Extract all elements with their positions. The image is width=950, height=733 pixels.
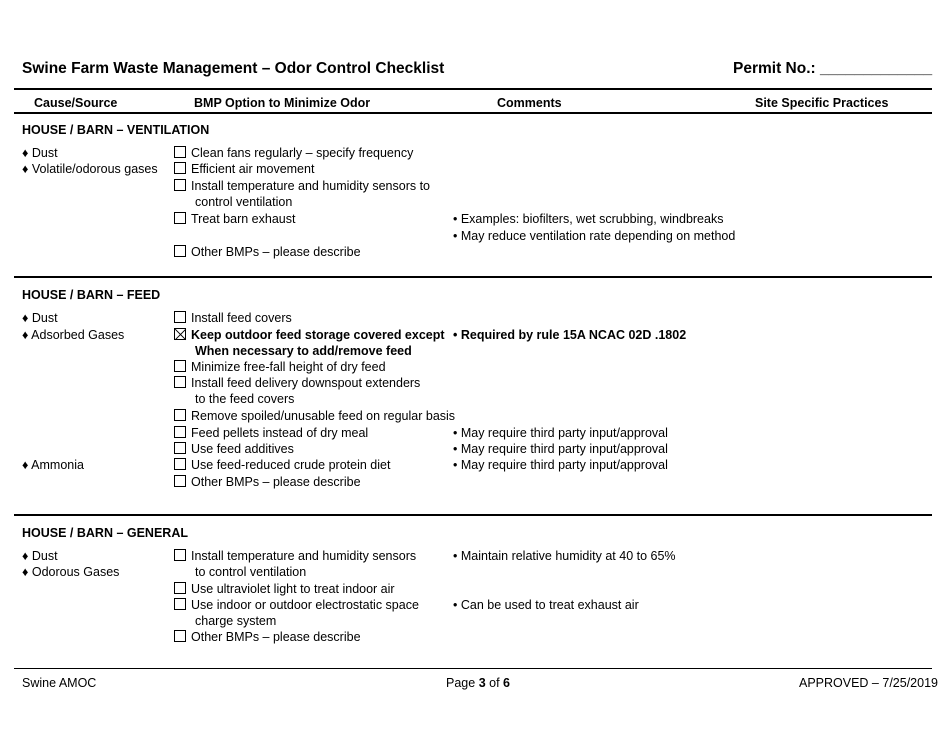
checkbox[interactable] bbox=[174, 179, 186, 191]
bmp-option-label: Keep outdoor feed storage covered except bbox=[191, 328, 445, 342]
bmp-option-label: Feed pellets instead of dry meal bbox=[191, 426, 369, 440]
checkbox[interactable] bbox=[174, 458, 186, 470]
section-title-feed: HOUSE / BARN – FEED bbox=[22, 288, 161, 302]
checkbox[interactable] bbox=[174, 475, 186, 487]
bmp-option[interactable] bbox=[174, 178, 430, 194]
checkbox[interactable] bbox=[174, 598, 186, 610]
comment: • May require third party input/approval bbox=[453, 458, 668, 472]
approval-date: APPROVED – 7/25/2019 bbox=[799, 676, 938, 690]
comment: • May require third party input/approval bbox=[453, 426, 668, 440]
bmp-option[interactable] bbox=[174, 375, 420, 391]
bmp-option-label: Other BMPs – please describe bbox=[191, 245, 361, 259]
bmp-option[interactable] bbox=[174, 244, 361, 260]
bmp-option[interactable] bbox=[174, 145, 413, 161]
bmp-option-continuation: control ventilation bbox=[195, 195, 293, 209]
bmp-option-label: Install temperature and humidity sensors to bbox=[191, 179, 431, 193]
page-number bbox=[446, 675, 510, 691]
bmp-option[interactable] bbox=[174, 629, 361, 645]
column-header-site-practices: Site Specific Practices bbox=[755, 96, 889, 110]
cause-item: ♦ Volatile/odorous gases bbox=[22, 162, 158, 176]
checkbox[interactable] bbox=[174, 360, 186, 372]
bmp-option-label: Use feed additives bbox=[191, 442, 294, 456]
bmp-option-label: Remove spoiled/unusable feed on regular basis bbox=[191, 409, 456, 423]
bmp-option-label: Use indoor or outdoor electrostatic space bbox=[191, 598, 419, 612]
page-total: 6 bbox=[503, 676, 510, 690]
column-header-bmp: BMP Option to Minimize Odor bbox=[194, 96, 371, 110]
comment: • May reduce ventilation rate depending on method bbox=[453, 229, 736, 243]
comment: • May require third party input/approval bbox=[453, 442, 668, 456]
footer-rule bbox=[14, 668, 932, 669]
bmp-option[interactable] bbox=[174, 441, 294, 457]
bmp-option-label: Use feed-reduced crude protein diet bbox=[191, 458, 391, 472]
checkbox[interactable] bbox=[174, 376, 186, 388]
bmp-option-label: Minimize free-fall height of dry feed bbox=[191, 360, 386, 374]
header-top-rule bbox=[14, 88, 932, 90]
section-divider bbox=[14, 276, 932, 278]
bmp-option-label: Install feed delivery downspout extenders bbox=[191, 376, 421, 390]
page-prefix: Page bbox=[446, 676, 476, 690]
bmp-option-continuation: When necessary to add/remove feed bbox=[195, 344, 412, 358]
column-header-cause: Cause/Source bbox=[34, 96, 118, 110]
header-bottom-rule bbox=[14, 112, 932, 114]
cause-item: ♦ Dust bbox=[22, 549, 58, 563]
bmp-option-label: Install feed covers bbox=[191, 311, 292, 325]
section-title-ventilation: HOUSE / BARN – VENTILATION bbox=[22, 123, 210, 137]
bmp-option-label: Efficient air movement bbox=[191, 162, 315, 176]
bmp-option-label: Other BMPs – please describe bbox=[191, 475, 361, 489]
bmp-option-continuation: charge system bbox=[195, 614, 277, 628]
bmp-option[interactable] bbox=[174, 327, 445, 343]
checkbox[interactable] bbox=[174, 245, 186, 257]
cause-item: ♦ Dust bbox=[22, 311, 58, 325]
cause-item: ♦ Odorous Gases bbox=[22, 565, 120, 579]
bmp-option[interactable] bbox=[174, 474, 361, 490]
bmp-option-label: Other BMPs – please describe bbox=[191, 630, 361, 644]
bmp-option[interactable] bbox=[174, 457, 390, 473]
cause-item: ♦ Ammonia bbox=[22, 458, 84, 472]
section-title-general: HOUSE / BARN – GENERAL bbox=[22, 526, 188, 540]
checkbox[interactable] bbox=[174, 582, 186, 594]
bmp-option-label: Clean fans regularly – specify frequency bbox=[191, 146, 414, 160]
page-current: 3 bbox=[478, 676, 486, 690]
checkbox[interactable] bbox=[174, 212, 186, 224]
section-divider bbox=[14, 514, 932, 516]
bmp-option[interactable] bbox=[174, 359, 386, 375]
checkbox-checked[interactable] bbox=[174, 328, 186, 340]
comment: • Required by rule 15A NCAC 02D .1802 bbox=[453, 328, 687, 342]
checkbox[interactable] bbox=[174, 409, 186, 421]
column-header-comments: Comments bbox=[497, 96, 562, 110]
checkbox[interactable] bbox=[174, 146, 186, 158]
comment: • Examples: biofilters, wet scrubbing, windbreaks bbox=[453, 212, 724, 226]
checkbox[interactable] bbox=[174, 426, 186, 438]
bmp-option[interactable] bbox=[174, 161, 314, 177]
bmp-option-continuation: to control ventilation bbox=[195, 565, 307, 579]
page-title: Swine Farm Waste Management – Odor Control Checklist bbox=[22, 60, 445, 77]
bmp-option[interactable] bbox=[174, 581, 395, 597]
checkbox[interactable] bbox=[174, 311, 186, 323]
checkbox[interactable] bbox=[174, 162, 186, 174]
bmp-option[interactable] bbox=[174, 408, 455, 424]
page-of: of bbox=[489, 676, 500, 690]
checkbox[interactable] bbox=[174, 442, 186, 454]
bmp-option[interactable] bbox=[174, 597, 419, 613]
bmp-option-continuation: to the feed covers bbox=[195, 392, 295, 406]
checkbox[interactable] bbox=[174, 630, 186, 642]
footer-left: Swine AMOC bbox=[22, 676, 97, 690]
bmp-option[interactable] bbox=[174, 211, 295, 227]
cause-item: ♦ Adsorbed Gases bbox=[22, 328, 125, 342]
bmp-option-label: Install temperature and humidity sensors bbox=[191, 549, 417, 563]
checkbox[interactable] bbox=[174, 549, 186, 561]
bmp-option[interactable] bbox=[174, 548, 416, 564]
permit-number bbox=[733, 61, 932, 77]
cause-item: ♦ Dust bbox=[22, 146, 58, 160]
bmp-option-label: Use ultraviolet light to treat indoor air bbox=[191, 582, 395, 596]
bmp-option-label: Treat barn exhaust bbox=[191, 212, 296, 226]
comment: • Can be used to treat exhaust air bbox=[453, 598, 639, 612]
bmp-option[interactable] bbox=[174, 310, 292, 326]
permit-blank: _____________ bbox=[820, 60, 933, 77]
permit-label: Permit No.: bbox=[733, 60, 816, 77]
bmp-option[interactable] bbox=[174, 425, 368, 441]
comment: • Maintain relative humidity at 40 to 65% bbox=[453, 549, 676, 563]
